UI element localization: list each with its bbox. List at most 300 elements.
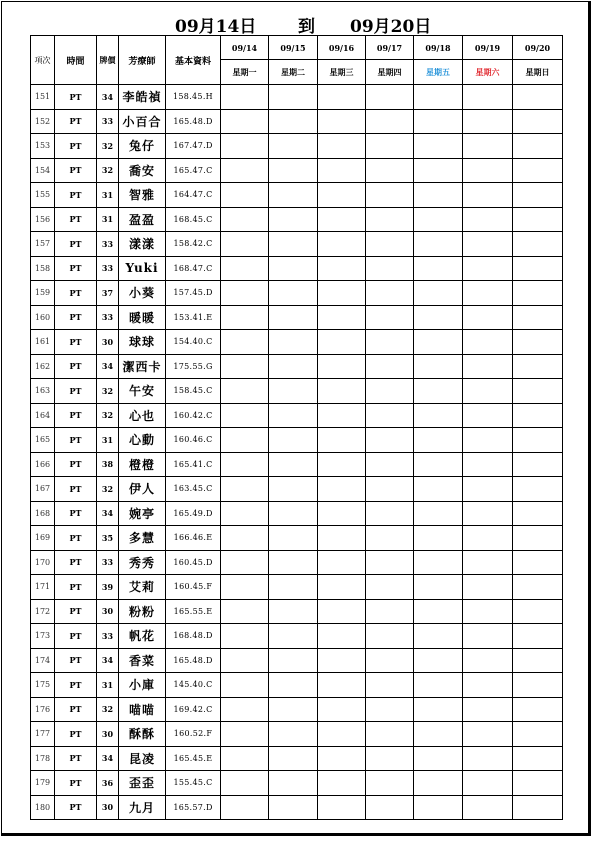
schedule-cell[interactable]: [414, 722, 463, 747]
schedule-cell[interactable]: [269, 673, 318, 698]
row-basic-info: 160.45.D: [166, 550, 221, 575]
schedule-cell[interactable]: [269, 183, 318, 208]
weekday-header: 星期四: [366, 60, 414, 85]
row-time: PT: [55, 134, 97, 159]
schedule-cell[interactable]: [221, 207, 269, 232]
schedule-cell[interactable]: [221, 550, 269, 575]
table-row: [31, 795, 563, 820]
schedule-cell[interactable]: [414, 673, 463, 698]
schedule-cell[interactable]: [414, 648, 463, 673]
schedule-cell[interactable]: [221, 697, 269, 722]
schedule-cell[interactable]: [221, 624, 269, 649]
schedule-cell[interactable]: [221, 771, 269, 796]
schedule-cell[interactable]: [513, 134, 563, 159]
row-index: 165: [31, 428, 55, 453]
row-basic-info: 165.45.E: [166, 746, 221, 771]
schedule-cell[interactable]: [318, 281, 366, 306]
schedule-cell[interactable]: [463, 746, 513, 771]
row-basic-info: 175.55.G: [166, 354, 221, 379]
row-age: 30: [97, 795, 119, 820]
row-index: 155: [31, 183, 55, 208]
schedule-cell[interactable]: [318, 575, 366, 600]
schedule-cell[interactable]: [463, 575, 513, 600]
schedule-cell[interactable]: [269, 624, 318, 649]
schedule-cell[interactable]: [463, 550, 513, 575]
schedule-cell[interactable]: [414, 452, 463, 477]
schedule-cell[interactable]: [513, 232, 563, 257]
schedule-cell[interactable]: [366, 403, 414, 428]
schedule-cell[interactable]: [414, 771, 463, 796]
row-therapist-name: 李皓禎: [119, 85, 166, 110]
schedule-cell[interactable]: [463, 722, 513, 747]
schedule-cell[interactable]: [414, 624, 463, 649]
schedule-cell[interactable]: [513, 526, 563, 551]
schedule-cell[interactable]: [513, 477, 563, 502]
schedule-cell[interactable]: [318, 550, 366, 575]
schedule-cell[interactable]: [513, 85, 563, 110]
table-row: [31, 403, 563, 428]
schedule-cell[interactable]: [366, 697, 414, 722]
schedule-cell[interactable]: [414, 379, 463, 404]
row-index: 168: [31, 501, 55, 526]
schedule-cell[interactable]: [513, 428, 563, 453]
row-basic-info: 168.48.D: [166, 624, 221, 649]
schedule-cell[interactable]: [366, 575, 414, 600]
schedule-cell[interactable]: [269, 330, 318, 355]
schedule-cell[interactable]: [221, 648, 269, 673]
row-time: PT: [55, 648, 97, 673]
schedule-cell[interactable]: [318, 428, 366, 453]
row-time: PT: [55, 403, 97, 428]
schedule-cell[interactable]: [221, 501, 269, 526]
row-therapist-name: 婉亭: [119, 501, 166, 526]
schedule-cell[interactable]: [513, 501, 563, 526]
row-index: 176: [31, 697, 55, 722]
table-row: [31, 697, 563, 722]
schedule-cell[interactable]: [463, 771, 513, 796]
row-basic-info: 167.47.D: [166, 134, 221, 159]
row-age: 36: [97, 771, 119, 796]
schedule-cell[interactable]: [269, 281, 318, 306]
schedule-cell[interactable]: [366, 109, 414, 134]
schedule-cell[interactable]: [513, 109, 563, 134]
schedule-cell[interactable]: [463, 330, 513, 355]
schedule-cell[interactable]: [414, 550, 463, 575]
schedule-cell[interactable]: [414, 477, 463, 502]
schedule-cell[interactable]: [414, 599, 463, 624]
schedule-cell[interactable]: [269, 771, 318, 796]
table-row: [31, 648, 563, 673]
schedule-cell[interactable]: [366, 183, 414, 208]
row-time: PT: [55, 183, 97, 208]
schedule-cell[interactable]: [318, 158, 366, 183]
schedule-cell[interactable]: [318, 673, 366, 698]
schedule-cell[interactable]: [414, 795, 463, 820]
schedule-rows: [31, 85, 563, 820]
schedule-cell[interactable]: [318, 795, 366, 820]
row-index: 153: [31, 134, 55, 159]
schedule-cell[interactable]: [414, 575, 463, 600]
schedule-cell[interactable]: [513, 722, 563, 747]
schedule-cell[interactable]: [318, 722, 366, 747]
row-therapist-name: 小葵: [119, 281, 166, 306]
schedule-cell[interactable]: [269, 648, 318, 673]
date-header: 09/17: [366, 36, 414, 60]
schedule-cell[interactable]: [513, 379, 563, 404]
schedule-cell[interactable]: [513, 550, 563, 575]
schedule-cell[interactable]: [414, 305, 463, 330]
schedule-cell[interactable]: [366, 379, 414, 404]
schedule-cell[interactable]: [463, 673, 513, 698]
schedule-cell[interactable]: [414, 746, 463, 771]
row-therapist-name: 智雅: [119, 183, 166, 208]
row-therapist-name: 心動: [119, 428, 166, 453]
schedule-cell[interactable]: [513, 281, 563, 306]
schedule-cell[interactable]: [318, 305, 366, 330]
schedule-cell[interactable]: [513, 575, 563, 600]
schedule-cell[interactable]: [221, 158, 269, 183]
schedule-cell[interactable]: [318, 697, 366, 722]
row-age: 30: [97, 330, 119, 355]
table-row: [31, 550, 563, 575]
schedule-cell[interactable]: [221, 575, 269, 600]
schedule-cell[interactable]: [366, 256, 414, 281]
schedule-cell[interactable]: [318, 354, 366, 379]
row-index: 180: [31, 795, 55, 820]
schedule-cell[interactable]: [463, 305, 513, 330]
schedule-cell[interactable]: [318, 746, 366, 771]
row-basic-info: 165.41.C: [166, 452, 221, 477]
table-row: [31, 183, 563, 208]
schedule-cell[interactable]: [414, 501, 463, 526]
row-therapist-name: 九月: [119, 795, 166, 820]
schedule-cell[interactable]: [414, 134, 463, 159]
schedule-cell[interactable]: [513, 158, 563, 183]
schedule-cell[interactable]: [414, 158, 463, 183]
schedule-cell[interactable]: [414, 403, 463, 428]
schedule-cell[interactable]: [463, 526, 513, 551]
schedule-cell[interactable]: [318, 771, 366, 796]
schedule-cell[interactable]: [463, 354, 513, 379]
row-basic-info: 165.55.E: [166, 599, 221, 624]
schedule-cell[interactable]: [318, 599, 366, 624]
schedule-cell[interactable]: [269, 501, 318, 526]
schedule-cell[interactable]: [366, 599, 414, 624]
schedule-cell[interactable]: [221, 305, 269, 330]
row-index: 170: [31, 550, 55, 575]
schedule-cell[interactable]: [318, 134, 366, 159]
row-age: 31: [97, 183, 119, 208]
row-index: 151: [31, 85, 55, 110]
row-age: 33: [97, 624, 119, 649]
schedule-cell[interactable]: [269, 232, 318, 257]
schedule-cell[interactable]: [269, 722, 318, 747]
schedule-cell[interactable]: [269, 354, 318, 379]
schedule-cell[interactable]: [269, 599, 318, 624]
table-row: [31, 575, 563, 600]
schedule-cell[interactable]: [366, 771, 414, 796]
row-basic-info: 154.40.C: [166, 330, 221, 355]
schedule-cell[interactable]: [269, 403, 318, 428]
schedule-cell[interactable]: [513, 697, 563, 722]
row-index: 177: [31, 722, 55, 747]
schedule-cell[interactable]: [463, 648, 513, 673]
schedule-cell[interactable]: [221, 354, 269, 379]
schedule-cell[interactable]: [269, 158, 318, 183]
row-time: PT: [55, 379, 97, 404]
schedule-cell[interactable]: [513, 624, 563, 649]
table-row: [31, 599, 563, 624]
schedule-cell[interactable]: [269, 428, 318, 453]
schedule-cell[interactable]: [513, 183, 563, 208]
header-time: 時間: [55, 36, 97, 85]
schedule-cell[interactable]: [221, 746, 269, 771]
schedule-cell[interactable]: [463, 85, 513, 110]
schedule-cell[interactable]: [366, 354, 414, 379]
schedule-cell[interactable]: [318, 256, 366, 281]
row-therapist-name: 橙橙: [119, 452, 166, 477]
schedule-cell[interactable]: [366, 673, 414, 698]
row-index: 161: [31, 330, 55, 355]
schedule-cell[interactable]: [513, 599, 563, 624]
schedule-cell[interactable]: [414, 183, 463, 208]
row-time: PT: [55, 697, 97, 722]
schedule-cell[interactable]: [269, 452, 318, 477]
schedule-cell[interactable]: [221, 183, 269, 208]
row-time: PT: [55, 624, 97, 649]
schedule-cell[interactable]: [318, 403, 366, 428]
row-therapist-name: 球球: [119, 330, 166, 355]
row-basic-info: 160.52.F: [166, 722, 221, 747]
schedule-cell[interactable]: [513, 256, 563, 281]
schedule-cell[interactable]: [318, 109, 366, 134]
schedule-cell[interactable]: [513, 452, 563, 477]
schedule-cell[interactable]: [221, 232, 269, 257]
schedule-cell[interactable]: [366, 648, 414, 673]
schedule-cell[interactable]: [463, 207, 513, 232]
row-index: 159: [31, 281, 55, 306]
schedule-cell[interactable]: [221, 795, 269, 820]
table-row: [31, 85, 563, 110]
schedule-cell[interactable]: [463, 452, 513, 477]
schedule-cell[interactable]: [463, 428, 513, 453]
row-age: 33: [97, 550, 119, 575]
table-row: [31, 109, 563, 134]
schedule-cell[interactable]: [463, 158, 513, 183]
schedule-cell[interactable]: [463, 256, 513, 281]
row-age: 32: [97, 697, 119, 722]
schedule-cell[interactable]: [318, 85, 366, 110]
row-therapist-name: Yuki: [119, 256, 166, 281]
schedule-cell[interactable]: [463, 109, 513, 134]
schedule-cell[interactable]: [414, 330, 463, 355]
schedule-cell[interactable]: [463, 599, 513, 624]
schedule-cell[interactable]: [414, 85, 463, 110]
schedule-cell[interactable]: [269, 550, 318, 575]
schedule-cell[interactable]: [269, 575, 318, 600]
schedule-cell[interactable]: [318, 624, 366, 649]
schedule-cell[interactable]: [366, 207, 414, 232]
schedule-cell[interactable]: [463, 501, 513, 526]
schedule-cell[interactable]: [318, 207, 366, 232]
schedule-cell[interactable]: [463, 183, 513, 208]
schedule-cell[interactable]: [414, 109, 463, 134]
row-therapist-name: 粉粉: [119, 599, 166, 624]
table-row: [31, 526, 563, 551]
schedule-cell[interactable]: [366, 746, 414, 771]
row-time: PT: [55, 673, 97, 698]
schedule-cell[interactable]: [366, 501, 414, 526]
schedule-cell[interactable]: [463, 403, 513, 428]
schedule-cell[interactable]: [463, 281, 513, 306]
row-basic-info: 165.48.D: [166, 109, 221, 134]
schedule-cell[interactable]: [221, 134, 269, 159]
row-time: PT: [55, 232, 97, 257]
row-time: PT: [55, 771, 97, 796]
schedule-cell[interactable]: [414, 256, 463, 281]
schedule-cell[interactable]: [513, 207, 563, 232]
schedule-cell[interactable]: [366, 305, 414, 330]
schedule-cell[interactable]: [414, 354, 463, 379]
schedule-cell[interactable]: [513, 305, 563, 330]
schedule-cell[interactable]: [414, 428, 463, 453]
row-basic-info: 160.42.C: [166, 403, 221, 428]
schedule-cell[interactable]: [366, 624, 414, 649]
schedule-cell[interactable]: [318, 526, 366, 551]
schedule-cell[interactable]: [221, 526, 269, 551]
schedule-cell[interactable]: [366, 452, 414, 477]
schedule-cell[interactable]: [463, 697, 513, 722]
schedule-cell[interactable]: [513, 795, 563, 820]
row-therapist-name: 喵喵: [119, 697, 166, 722]
schedule-cell[interactable]: [221, 379, 269, 404]
schedule-cell[interactable]: [366, 134, 414, 159]
row-index: 154: [31, 158, 55, 183]
row-time: PT: [55, 599, 97, 624]
schedule-cell[interactable]: [221, 452, 269, 477]
row-therapist-name: 小庫: [119, 673, 166, 698]
schedule-cell[interactable]: [269, 256, 318, 281]
row-therapist-name: 多慧: [119, 526, 166, 551]
row-therapist-name: 兔仔: [119, 134, 166, 159]
schedule-cell[interactable]: [269, 305, 318, 330]
row-index: 164: [31, 403, 55, 428]
schedule-cell[interactable]: [269, 379, 318, 404]
row-age: 35: [97, 526, 119, 551]
schedule-cell[interactable]: [221, 722, 269, 747]
schedule-cell[interactable]: [366, 428, 414, 453]
header-index: 項次: [31, 36, 55, 85]
schedule-cell[interactable]: [513, 771, 563, 796]
schedule-cell[interactable]: [269, 526, 318, 551]
weekday-header: 星期日: [513, 60, 563, 85]
schedule-cell[interactable]: [221, 256, 269, 281]
schedule-cell[interactable]: [463, 232, 513, 257]
schedule-cell[interactable]: [414, 526, 463, 551]
schedule-cell[interactable]: [366, 232, 414, 257]
row-basic-info: 169.42.C: [166, 697, 221, 722]
date-header: 09/14: [221, 36, 269, 60]
schedule-cell[interactable]: [513, 354, 563, 379]
row-basic-info: 158.45.C: [166, 379, 221, 404]
schedule-cell[interactable]: [269, 697, 318, 722]
weekday-header: 星期三: [318, 60, 366, 85]
schedule-cell[interactable]: [513, 648, 563, 673]
schedule-cell[interactable]: [269, 134, 318, 159]
schedule-cell[interactable]: [318, 232, 366, 257]
schedule-cell[interactable]: [221, 109, 269, 134]
title-to-word: 到: [298, 17, 315, 37]
schedule-cell[interactable]: [269, 477, 318, 502]
schedule-cell[interactable]: [269, 795, 318, 820]
schedule-cell[interactable]: [269, 207, 318, 232]
schedule-cell[interactable]: [269, 109, 318, 134]
schedule-cell[interactable]: [366, 722, 414, 747]
schedule-cell[interactable]: [366, 477, 414, 502]
schedule-cell[interactable]: [318, 330, 366, 355]
schedule-cell[interactable]: [366, 158, 414, 183]
row-index: 178: [31, 746, 55, 771]
title-end-date: 09月20日: [350, 17, 432, 37]
schedule-cell[interactable]: [366, 85, 414, 110]
schedule-cell[interactable]: [221, 477, 269, 502]
schedule-cell[interactable]: [221, 599, 269, 624]
row-age: 37: [97, 281, 119, 306]
schedule-cell[interactable]: [414, 697, 463, 722]
schedule-cell[interactable]: [318, 379, 366, 404]
schedule-cell[interactable]: [318, 477, 366, 502]
schedule-cell[interactable]: [366, 330, 414, 355]
schedule-cell[interactable]: [318, 648, 366, 673]
schedule-cell[interactable]: [513, 673, 563, 698]
schedule-cell[interactable]: [463, 795, 513, 820]
row-therapist-name: 伊人: [119, 477, 166, 502]
schedule-cell[interactable]: [221, 673, 269, 698]
schedule-cell[interactable]: [318, 183, 366, 208]
schedule-cell[interactable]: [414, 207, 463, 232]
row-therapist-name: 喬安: [119, 158, 166, 183]
row-time: PT: [55, 550, 97, 575]
schedule-cell[interactable]: [414, 281, 463, 306]
schedule-cell[interactable]: [513, 403, 563, 428]
schedule-cell[interactable]: [414, 232, 463, 257]
schedule-cell[interactable]: [463, 134, 513, 159]
schedule-cell[interactable]: [221, 403, 269, 428]
schedule-cell[interactable]: [221, 85, 269, 110]
table-row: [31, 354, 563, 379]
schedule-cell[interactable]: [463, 379, 513, 404]
schedule-cell[interactable]: [318, 452, 366, 477]
schedule-cell[interactable]: [318, 501, 366, 526]
table-row: [31, 207, 563, 232]
schedule-cell[interactable]: [221, 281, 269, 306]
schedule-cell[interactable]: [513, 330, 563, 355]
schedule-cell[interactable]: [463, 477, 513, 502]
schedule-cell[interactable]: [269, 85, 318, 110]
schedule-cell[interactable]: [366, 550, 414, 575]
schedule-cell[interactable]: [366, 281, 414, 306]
schedule-cell[interactable]: [513, 746, 563, 771]
schedule-cell[interactable]: [269, 746, 318, 771]
schedule-cell[interactable]: [366, 526, 414, 551]
row-index: 171: [31, 575, 55, 600]
row-age: 31: [97, 673, 119, 698]
schedule-cell[interactable]: [463, 624, 513, 649]
row-index: 156: [31, 207, 55, 232]
schedule-cell[interactable]: [221, 428, 269, 453]
schedule-cell[interactable]: [366, 795, 414, 820]
schedule-cell[interactable]: [221, 330, 269, 355]
